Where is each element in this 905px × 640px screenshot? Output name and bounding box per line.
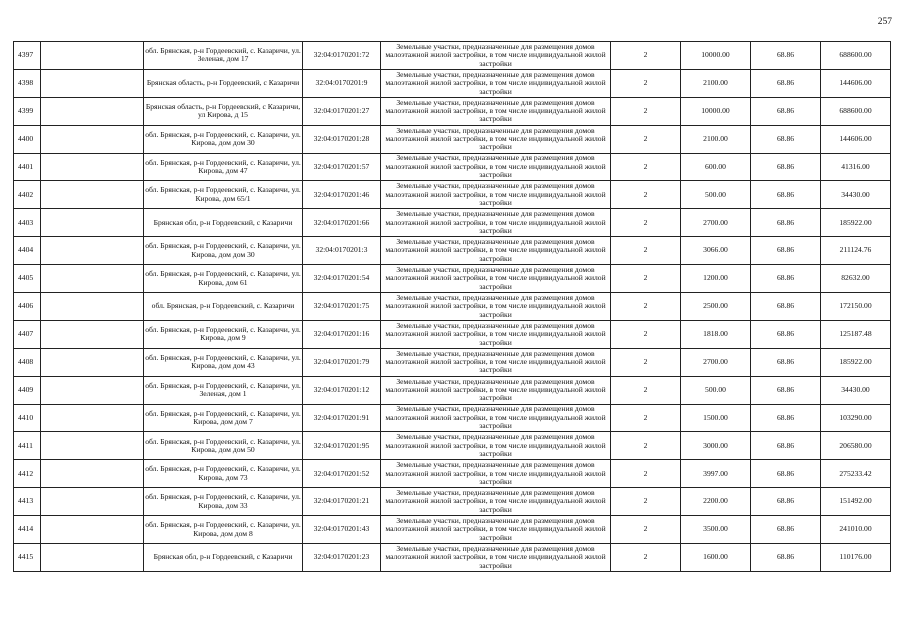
- rate-cell: 68.86: [751, 376, 821, 404]
- cadastral-number-cell: 32:04:0170201:12: [303, 376, 381, 404]
- table-row: [14, 97, 891, 125]
- address-cell: обл. Брянская, р-н Гордеевский, с. Казаричи, ул. Кирова, дом 9: [144, 320, 303, 348]
- area-cell: 1200.00: [681, 265, 751, 293]
- table-row: [14, 69, 891, 97]
- row-number-cell: 4403: [14, 209, 41, 237]
- table-row: [14, 153, 891, 181]
- row-number-cell: 4405: [14, 265, 41, 293]
- rate-cell: 68.86: [751, 432, 821, 460]
- empty-cell: [41, 320, 144, 348]
- empty-cell: [41, 348, 144, 376]
- rate-cell: 68.86: [751, 348, 821, 376]
- table-row: [14, 544, 891, 572]
- empty-cell: [41, 404, 144, 432]
- table-row: [14, 376, 891, 404]
- area-cell: 2500.00: [681, 293, 751, 321]
- rate-cell: 68.86: [751, 153, 821, 181]
- cadastral-number-cell: 32:04:0170201:43: [303, 516, 381, 544]
- value-cell: 151492.00: [821, 488, 891, 516]
- row-number-cell: 4413: [14, 488, 41, 516]
- category-cell: 2: [611, 460, 681, 488]
- table-row: [14, 42, 891, 70]
- address-cell: обл. Брянская, р-н Гордеевский, с. Казаричи, ул. Кирова, дом дом 30: [144, 125, 303, 153]
- area-cell: 2700.00: [681, 348, 751, 376]
- rate-cell: 68.86: [751, 544, 821, 572]
- value-cell: 185922.00: [821, 209, 891, 237]
- value-cell: 275233.42: [821, 460, 891, 488]
- rate-cell: 68.86: [751, 181, 821, 209]
- rate-cell: 68.86: [751, 42, 821, 70]
- row-number-cell: 4400: [14, 125, 41, 153]
- cadastral-number-cell: 32:04:0170201:9: [303, 69, 381, 97]
- value-cell: 144606.00: [821, 69, 891, 97]
- value-cell: 172150.00: [821, 293, 891, 321]
- category-cell: 2: [611, 237, 681, 265]
- area-cell: 3000.00: [681, 432, 751, 460]
- row-number-cell: 4404: [14, 237, 41, 265]
- table-row: [14, 237, 891, 265]
- category-cell: 2: [611, 209, 681, 237]
- area-cell: 2100.00: [681, 69, 751, 97]
- address-cell: Брянская область, р-н Гордеевский, с Казаричи, ул Кирова, д 15: [144, 97, 303, 125]
- category-cell: 2: [611, 181, 681, 209]
- address-cell: Брянская обл, р-н Гордеевский, с Казаричи: [144, 209, 303, 237]
- rate-cell: 68.86: [751, 265, 821, 293]
- category-cell: 2: [611, 348, 681, 376]
- area-cell: 600.00: [681, 153, 751, 181]
- category-cell: 2: [611, 320, 681, 348]
- row-number-cell: 4414: [14, 516, 41, 544]
- row-number-cell: 4406: [14, 293, 41, 321]
- table-row: [14, 320, 891, 348]
- table-row: [14, 516, 891, 544]
- address-cell: обл. Брянская, р-н Гордеевский, с. Казаричи, ул. Кирова, дом дом 7: [144, 404, 303, 432]
- area-cell: 2200.00: [681, 488, 751, 516]
- value-cell: 41316.00: [821, 153, 891, 181]
- category-cell: 2: [611, 293, 681, 321]
- category-cell: 2: [611, 488, 681, 516]
- rate-cell: 68.86: [751, 488, 821, 516]
- land-use-cell: Земельные участки, предназначенные для размещения домов малоэтажной жилой застройки, в том числе индивидуальной жилой застройки: [381, 42, 611, 70]
- rate-cell: 68.86: [751, 460, 821, 488]
- table-row: [14, 265, 891, 293]
- value-cell: 241010.00: [821, 516, 891, 544]
- empty-cell: [41, 181, 144, 209]
- row-number-cell: 4410: [14, 404, 41, 432]
- row-number-cell: 4415: [14, 544, 41, 572]
- land-use-cell: Земельные участки, предназначенные для размещения домов малоэтажной жилой застройки, в том числе индивидуальной жилой застройки: [381, 320, 611, 348]
- value-cell: 103290.00: [821, 404, 891, 432]
- address-cell: обл. Брянская, р-н Гордеевский, с. Казаричи, ул. Кирова, дом дом 30: [144, 237, 303, 265]
- value-cell: 34430.00: [821, 376, 891, 404]
- table-row: [14, 460, 891, 488]
- cadastral-number-cell: 32:04:0170201:72: [303, 42, 381, 70]
- value-cell: 34430.00: [821, 181, 891, 209]
- land-use-cell: Земельные участки, предназначенные для размещения домов малоэтажной жилой застройки, в том числе индивидуальной жилой застройки: [381, 488, 611, 516]
- value-cell: 125187.48: [821, 320, 891, 348]
- category-cell: 2: [611, 42, 681, 70]
- address-cell: обл. Брянская, р-н Гордеевский, с. Казаричи, ул. Зеленая, дом 1: [144, 376, 303, 404]
- row-number-cell: 4408: [14, 348, 41, 376]
- cadastral-number-cell: 32:04:0170201:28: [303, 125, 381, 153]
- area-cell: 500.00: [681, 376, 751, 404]
- land-use-cell: Земельные участки, предназначенные для размещения домов малоэтажной жилой застройки, в том числе индивидуальной жилой застройки: [381, 432, 611, 460]
- value-cell: 185922.00: [821, 348, 891, 376]
- row-number-cell: 4401: [14, 153, 41, 181]
- area-cell: 10000.00: [681, 97, 751, 125]
- land-use-cell: Земельные участки, предназначенные для размещения домов малоэтажной жилой застройки, в том числе индивидуальной жилой застройки: [381, 69, 611, 97]
- cadastral-number-cell: 32:04:0170201:75: [303, 293, 381, 321]
- empty-cell: [41, 97, 144, 125]
- category-cell: 2: [611, 404, 681, 432]
- cadastral-number-cell: 32:04:0170201:54: [303, 265, 381, 293]
- table-row: [14, 181, 891, 209]
- cadastral-number-cell: 32:04:0170201:21: [303, 488, 381, 516]
- cadastral-number-cell: 32:04:0170201:16: [303, 320, 381, 348]
- row-number-cell: 4412: [14, 460, 41, 488]
- land-use-cell: Земельные участки, предназначенные для размещения домов малоэтажной жилой застройки, в том числе индивидуальной жилой застройки: [381, 404, 611, 432]
- land-use-cell: Земельные участки, предназначенные для размещения домов малоэтажной жилой застройки, в том числе индивидуальной жилой застройки: [381, 181, 611, 209]
- area-cell: 1818.00: [681, 320, 751, 348]
- cadastral-number-cell: 32:04:0170201:79: [303, 348, 381, 376]
- category-cell: 2: [611, 153, 681, 181]
- rate-cell: 68.86: [751, 404, 821, 432]
- land-use-cell: Земельные участки, предназначенные для размещения домов малоэтажной жилой застройки, в том числе индивидуальной жилой застройки: [381, 97, 611, 125]
- rate-cell: 68.86: [751, 69, 821, 97]
- address-cell: Брянская область, р-н Гордеевский, с Казаричи: [144, 69, 303, 97]
- rate-cell: 68.86: [751, 237, 821, 265]
- address-cell: обл. Брянская, р-н Гордеевский, с. Казаричи, ул. Кирова, дом дом 8: [144, 516, 303, 544]
- land-use-cell: Земельные участки, предназначенные для размещения домов малоэтажной жилой застройки, в том числе индивидуальной жилой застройки: [381, 125, 611, 153]
- empty-cell: [41, 265, 144, 293]
- address-cell: обл. Брянская, р-н Гордеевский, с. Казаричи, ул. Кирова, дом 73: [144, 460, 303, 488]
- address-cell: обл. Брянская, р-н Гордеевский, с. Казаричи, ул. Кирова, дом 33: [144, 488, 303, 516]
- address-cell: обл. Брянская, р-н Гордеевский, с. Казаричи, ул. Кирова, дом дом 50: [144, 432, 303, 460]
- category-cell: 2: [611, 376, 681, 404]
- cadastral-number-cell: 32:04:0170201:52: [303, 460, 381, 488]
- empty-cell: [41, 544, 144, 572]
- address-cell: обл. Брянская, р-н Гордеевский, с. Казаричи, ул. Кирова, дом 61: [144, 265, 303, 293]
- category-cell: 2: [611, 69, 681, 97]
- category-cell: 2: [611, 97, 681, 125]
- row-number-cell: 4398: [14, 69, 41, 97]
- value-cell: 688600.00: [821, 42, 891, 70]
- land-use-cell: Земельные участки, предназначенные для размещения домов малоэтажной жилой застройки, в том числе индивидуальной жилой застройки: [381, 348, 611, 376]
- rate-cell: 68.86: [751, 320, 821, 348]
- row-number-cell: 4409: [14, 376, 41, 404]
- category-cell: 2: [611, 516, 681, 544]
- cadastral-number-cell: 32:04:0170201:23: [303, 544, 381, 572]
- land-use-cell: Земельные участки, предназначенные для размещения домов малоэтажной жилой застройки, в том числе индивидуальной жилой застройки: [381, 265, 611, 293]
- land-use-cell: Земельные участки, предназначенные для размещения домов малоэтажной жилой застройки, в том числе индивидуальной жилой застройки: [381, 544, 611, 572]
- row-number-cell: 4407: [14, 320, 41, 348]
- land-use-cell: Земельные участки, предназначенные для размещения домов малоэтажной жилой застройки, в том числе индивидуальной жилой застройки: [381, 293, 611, 321]
- value-cell: 206580.00: [821, 432, 891, 460]
- table-row: [14, 432, 891, 460]
- land-use-cell: Земельные участки, предназначенные для размещения домов малоэтажной жилой застройки, в том числе индивидуальной жилой застройки: [381, 376, 611, 404]
- value-cell: 688600.00: [821, 97, 891, 125]
- row-number-cell: 4397: [14, 42, 41, 70]
- address-cell: обл. Брянская, р-н Гордеевский, с. Казаричи, ул. Зеленая, дом 17: [144, 42, 303, 70]
- cadastral-number-cell: 32:04:0170201:3: [303, 237, 381, 265]
- row-number-cell: 4411: [14, 432, 41, 460]
- empty-cell: [41, 153, 144, 181]
- land-use-cell: Земельные участки, предназначенные для размещения домов малоэтажной жилой застройки, в том числе индивидуальной жилой застройки: [381, 460, 611, 488]
- category-cell: 2: [611, 432, 681, 460]
- row-number-cell: 4402: [14, 181, 41, 209]
- cadastral-number-cell: 32:04:0170201:66: [303, 209, 381, 237]
- page-number: 257: [877, 17, 892, 27]
- rate-cell: 68.86: [751, 209, 821, 237]
- address-cell: Брянская обл, р-н Гордеевский, с Казаричи: [144, 544, 303, 572]
- area-cell: 3500.00: [681, 516, 751, 544]
- rate-cell: 68.86: [751, 293, 821, 321]
- area-cell: 1500.00: [681, 404, 751, 432]
- address-cell: обл. Брянская, р-н Гордеевский, с. Казаричи, ул. Кирова, дом 47: [144, 153, 303, 181]
- cadastral-number-cell: 32:04:0170201:95: [303, 432, 381, 460]
- table-row: [14, 293, 891, 321]
- land-use-cell: Земельные участки, предназначенные для размещения домов малоэтажной жилой застройки, в том числе индивидуальной жилой застройки: [381, 209, 611, 237]
- cadastral-number-cell: 32:04:0170201:57: [303, 153, 381, 181]
- category-cell: 2: [611, 265, 681, 293]
- category-cell: 2: [611, 544, 681, 572]
- area-cell: 500.00: [681, 181, 751, 209]
- area-cell: 1600.00: [681, 544, 751, 572]
- empty-cell: [41, 460, 144, 488]
- empty-cell: [41, 432, 144, 460]
- category-cell: 2: [611, 125, 681, 153]
- area-cell: 2100.00: [681, 125, 751, 153]
- value-cell: 110176.00: [821, 544, 891, 572]
- value-cell: 211124.76: [821, 237, 891, 265]
- area-cell: 3066.00: [681, 237, 751, 265]
- empty-cell: [41, 293, 144, 321]
- rate-cell: 68.86: [751, 125, 821, 153]
- value-cell: 82632.00: [821, 265, 891, 293]
- table-row: [14, 348, 891, 376]
- table-row: [14, 125, 891, 153]
- rate-cell: 68.86: [751, 97, 821, 125]
- cadastral-number-cell: 32:04:0170201:91: [303, 404, 381, 432]
- table-body: [14, 42, 891, 572]
- address-cell: обл. Брянская, р-н Гордеевский, с. Казаричи, ул. Кирова, дом 65/1: [144, 181, 303, 209]
- empty-cell: [41, 376, 144, 404]
- empty-cell: [41, 237, 144, 265]
- cadastral-number-cell: 32:04:0170201:27: [303, 97, 381, 125]
- table-row: [14, 209, 891, 237]
- empty-cell: [41, 42, 144, 70]
- address-cell: обл. Брянская, р-н Гордеевский, с. Казаричи, ул. Кирова, дом дом 43: [144, 348, 303, 376]
- row-number-cell: 4399: [14, 97, 41, 125]
- empty-cell: [41, 516, 144, 544]
- land-use-cell: Земельные участки, предназначенные для размещения домов малоэтажной жилой застройки, в том числе индивидуальной жилой застройки: [381, 153, 611, 181]
- area-cell: 10000.00: [681, 42, 751, 70]
- land-plots-table: [13, 41, 891, 572]
- empty-cell: [41, 488, 144, 516]
- table-row: [14, 488, 891, 516]
- value-cell: 144606.00: [821, 125, 891, 153]
- rate-cell: 68.86: [751, 516, 821, 544]
- empty-cell: [41, 125, 144, 153]
- address-cell: обл. Брянская, р-н Гордеевский, с. Казаричи: [144, 293, 303, 321]
- area-cell: 3997.00: [681, 460, 751, 488]
- empty-cell: [41, 69, 144, 97]
- land-use-cell: Земельные участки, предназначенные для размещения домов малоэтажной жилой застройки, в том числе индивидуальной жилой застройки: [381, 237, 611, 265]
- cadastral-number-cell: 32:04:0170201:46: [303, 181, 381, 209]
- land-use-cell: Земельные участки, предназначенные для размещения домов малоэтажной жилой застройки, в том числе индивидуальной жилой застройки: [381, 516, 611, 544]
- area-cell: 2700.00: [681, 209, 751, 237]
- table-row: [14, 404, 891, 432]
- empty-cell: [41, 209, 144, 237]
